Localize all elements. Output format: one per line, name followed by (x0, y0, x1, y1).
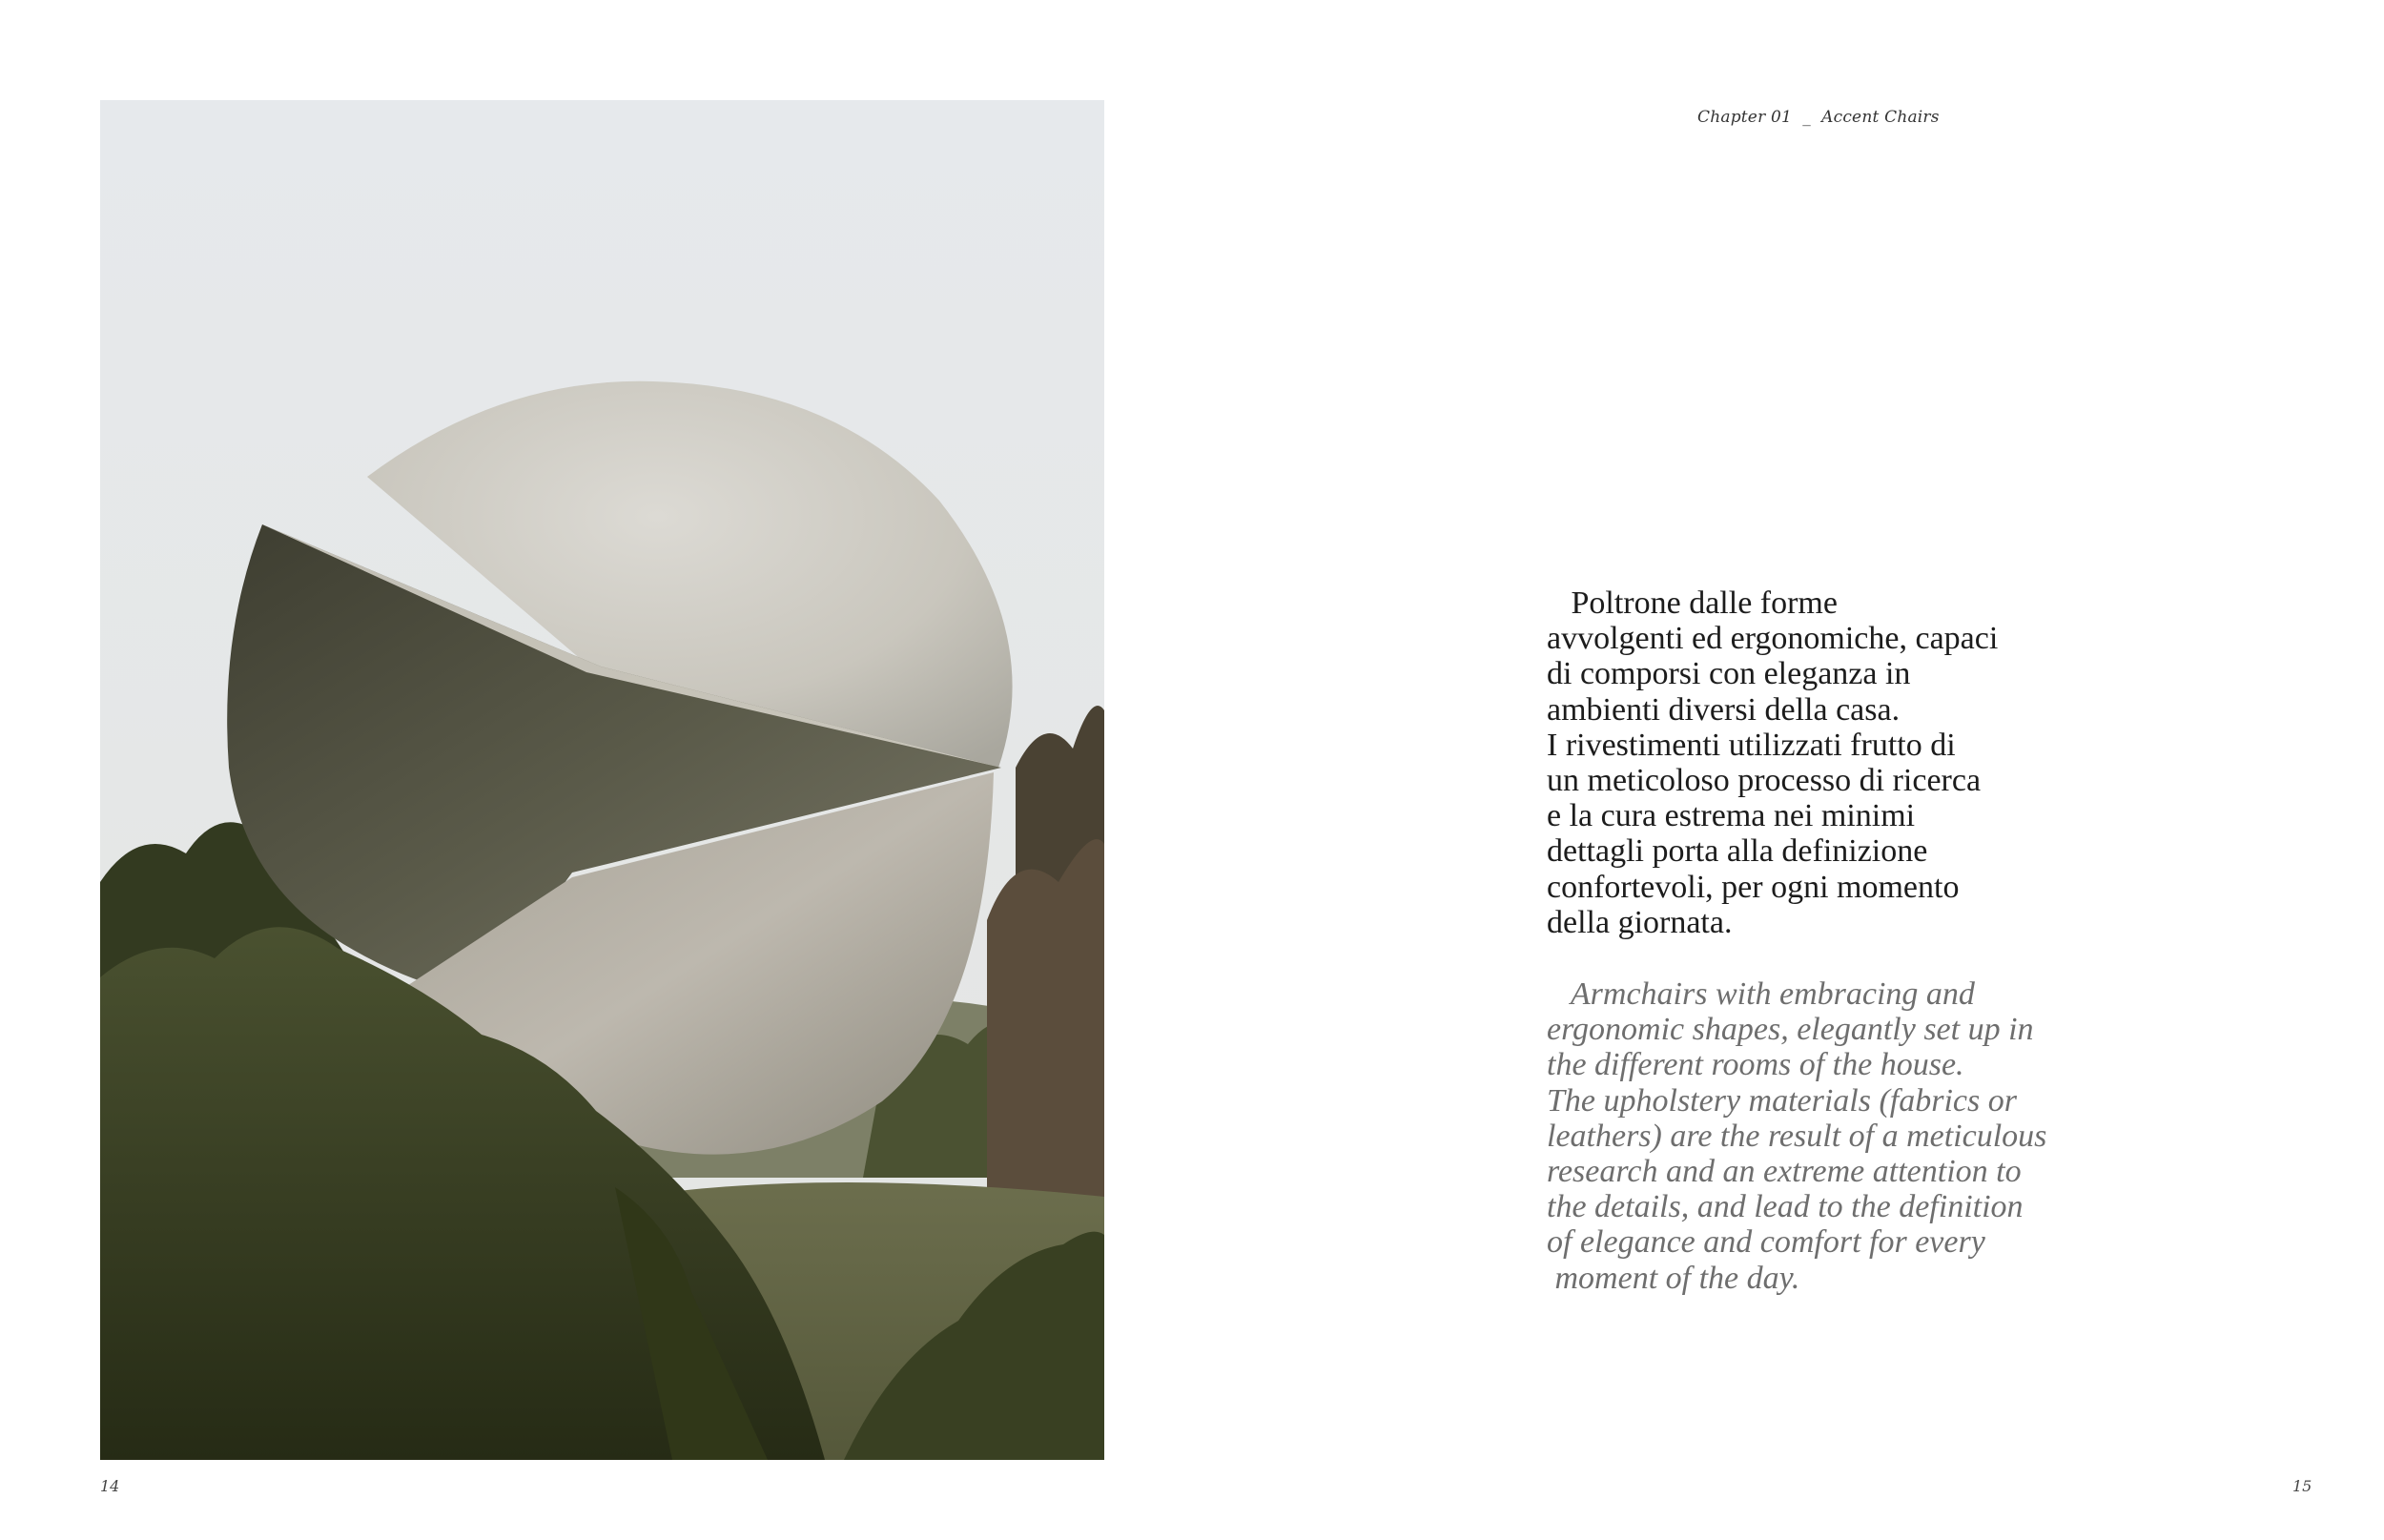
italian-line: e la cura estrema nei minimi (1547, 798, 1916, 834)
english-line: of elegance and comfort for every (1547, 1224, 1985, 1261)
english-line: moment of the day. (1547, 1260, 1800, 1296)
english-line: ergonomic shapes, elegantly set up in (1547, 1012, 2034, 1048)
english-line: the different rooms of the house. (1547, 1047, 1964, 1083)
italian-line: confortevoli, per ogni momento (1547, 869, 1960, 905)
english-line: Armchairs with embracing and (1547, 976, 1975, 1012)
italian-line: Poltrone dalle forme (1547, 585, 1838, 621)
italian-line: di comporsi con eleganza in (1547, 656, 1911, 692)
italian-line: I rivestimenti utilizzati frutto di (1547, 727, 1956, 763)
sculpture-photo-image (100, 100, 1104, 1460)
running-head: Chapter 01 _ Accent Chairs (1697, 108, 1940, 127)
page-number-right: 15 (2292, 1477, 2312, 1495)
sculpture-photo (100, 100, 1104, 1460)
italian-line: dettagli porta alla definizione (1547, 833, 1928, 870)
english-line: The upholstery materials (fabrics or (1547, 1082, 2017, 1119)
italian-line: della giornata. (1547, 904, 1733, 940)
english-paragraph (1547, 976, 2214, 1296)
italian-line: ambienti diversi della casa. (1547, 691, 1901, 728)
page-number-left: 14 (100, 1477, 120, 1495)
english-line: research and an extreme attention to (1547, 1154, 2022, 1190)
italian-line: avvolgenti ed ergonomiche, capaci (1547, 621, 1999, 657)
english-line: the details, and lead to the definition (1547, 1189, 2024, 1225)
italian-paragraph (1547, 585, 2214, 940)
english-line: leathers) are the result of a meticulous (1547, 1118, 2047, 1154)
italian-line: un meticoloso processo di ricerca (1547, 763, 1982, 799)
